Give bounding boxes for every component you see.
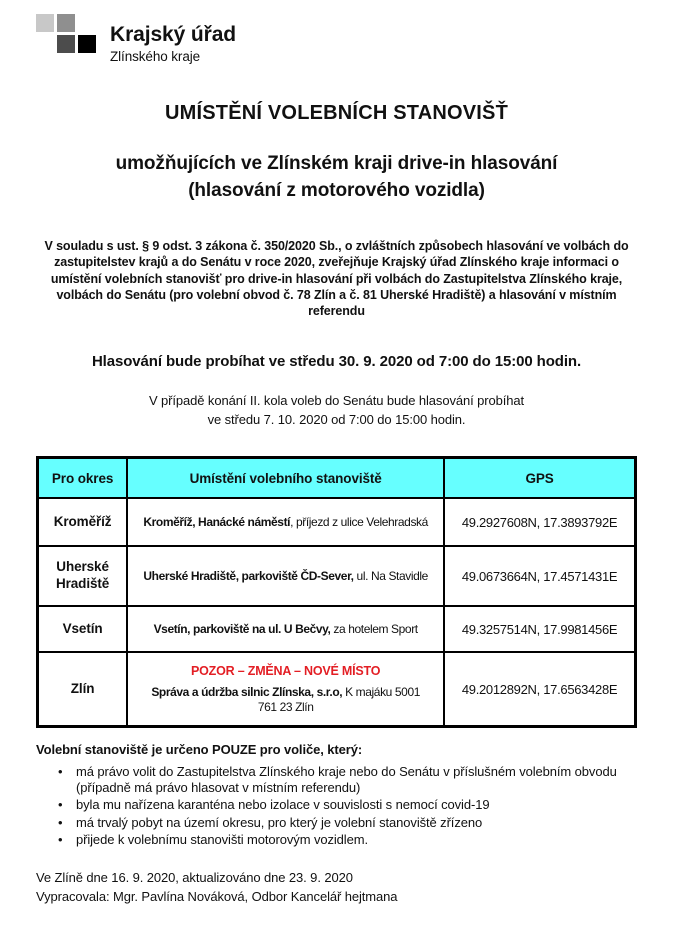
table-header-row [38,458,636,499]
district-cell: Kroměříž [38,498,128,546]
bullet-icon: • [58,797,63,813]
footer-author-line: Vypracovala: Mgr. Pavlína Nováková, Odbor Kancelář hejtmana [36,889,398,905]
bullet-text: má právo volit do Zastupitelstva Zlínského kraje nebo do Senátu v příslušném volebním obvodu (případně má právo hlasovat v místním referendu) [76,764,617,796]
district-cell: Uherské Hradiště [38,546,128,606]
header-gps: GPS [444,458,635,499]
district-cell: Vsetín [38,606,128,652]
table-row [38,498,636,546]
location-bold-part: Uherské Hradiště, parkoviště ČD-Sever, [143,569,354,584]
list-item [36,815,637,831]
legal-intro-paragraph: V souladu s ust. § 9 odst. 3 zákona č. 350/2020 Sb., o zvláštních způsobech hlasování ve volbách do zastupitelstev krajů a do Senátu v roce 2020, zveřejňuje Krajský úřad Zlínského kraje informaci o umístění volebních stanovišť pro drive-in hlasování při volbách do Zastupitelstva Zlínského kraje, volbách do Senátu (pro volební obvod č. 78 Zlín a č. 81 Uherské Hradiště) a hlasování v místním referendu [44,239,629,319]
location-cell [127,498,444,546]
bullet-icon: • [58,814,63,830]
bullet-text: byla mu nařízena karanténa nebo izolace v souvislosti s nemocí covid-19 [76,797,490,813]
second-round-line-2: ve středu 7. 10. 2020 od 7:00 do 15:00 hodin. [207,412,466,428]
location-address-line-2: 761 23 Zlín [257,700,314,715]
bullet-text: má trvalý pobyt na území okresu, pro který je volební stanoviště zřízeno [76,814,483,830]
gps-cell: 49.0673664N, 17.4571431E [444,546,635,606]
office-region: Zlínského kraje [110,49,201,65]
bullet-icon: • [58,764,63,780]
list-item [36,797,637,813]
bullet-text: přijede k volebnímu stanovišti motorovým vozidlem. [76,831,368,847]
logo-squares-icon [36,14,96,53]
document-title: UMÍSTĚNÍ VOLEBNÍCH STANOVIŠŤ [164,102,509,125]
office-name: Krajský úřad [110,23,237,46]
logo-square-black [78,35,96,53]
header-location: Umístění volebního stanoviště [127,458,444,499]
list-item [36,832,637,848]
voting-schedule-second-round [36,392,637,430]
document-footer [36,868,637,907]
document-subtitle [36,151,637,204]
location-detail-part: , příjezd z ulice Velehradská [290,515,428,530]
district-cell: Zlín [38,652,128,727]
office-logo [36,14,637,64]
bullet-icon: • [58,831,63,847]
table-row [38,546,636,606]
logo-square-medium-gray [57,14,75,32]
voting-schedule-main: Hlasování bude probíhat ve středu 30. 9. 2020 od 7:00 do 15:00 hodin. [91,353,582,371]
voting-stations-table [36,456,637,728]
location-detail-part: za hotelem Sport [330,622,418,637]
second-round-line-1: V případě konání II. kola voleb do Senátu bude hlasování probíhat [148,393,525,409]
logo-square-dark-gray [57,35,75,53]
header-district: Pro okres [38,458,128,499]
gps-cell: 49.2012892N, 17.6563428E [444,652,635,727]
location-cell [127,652,444,727]
location-cell [127,546,444,606]
eligibility-heading: Volební stanoviště je určeno POUZE pro voliče, který: [36,742,363,758]
logo-text [110,24,236,64]
gps-cell: 49.2927608N, 17.3893792E [444,498,635,546]
location-address-line-1 [131,685,440,699]
list-item [36,764,637,796]
location-detail-part: K majáku 5001 [342,685,420,700]
location-cell [127,606,444,652]
location-bold-part: Kroměříž, Hanácké náměstí [143,515,291,530]
table-row [38,652,636,727]
gps-cell: 49.3257514N, 17.9981456E [444,606,635,652]
logo-square-light-gray [36,14,54,32]
location-detail-part: ul. Na Stavidle [353,569,428,584]
table-row [38,606,636,652]
location-change-warning: POZOR – ZMĚNA – NOVÉ MÍSTO [191,664,381,679]
eligibility-bullet-list [36,764,637,848]
location-bold-part: Vsetín, parkoviště na ul. U Bečvy, [153,622,331,637]
subtitle-line-1: umožňujících ve Zlínském kraji drive-in hlasování [115,153,558,175]
subtitle-line-2: (hlasování z motorového vozidla) [188,179,485,201]
location-bold-part: Správa a údržba silnic Zlínska, s.r.o, [151,685,343,700]
footer-date-line: Ve Zlíně dne 16. 9. 2020, aktualizováno dne 23. 9. 2020 [36,869,353,885]
